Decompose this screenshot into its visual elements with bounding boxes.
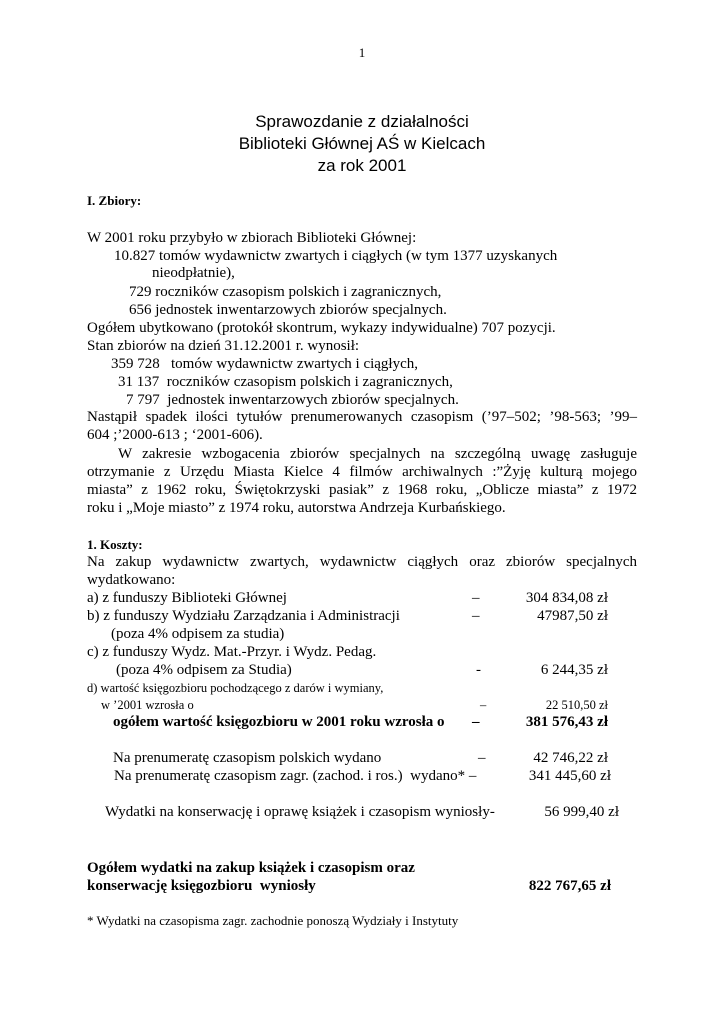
cost-b-label: b) z funduszy Wydziału Zarządzania i Administracji	[87, 608, 400, 624]
document-title-line-1: Sprawozdanie z działalności	[255, 112, 469, 131]
cost-d-label-line-2: w ’2001 wzrosła o	[101, 698, 194, 712]
collections-line: 729 roczników czasopism polskich i zagranicznych,	[129, 284, 442, 300]
collections-line: Stan zbiorów na dzień 31.12.2001 r. wynosił:	[87, 338, 360, 354]
cost-c-amount: 6 244,35 zł	[540, 662, 608, 678]
collections-line: 656 jednostek inwentarzowych zbiorów specjalnych.	[129, 302, 447, 318]
foreign-subscriptions-label: Na prenumeratę czasopism zagr. (zachod. i ros.) wydano* –	[114, 768, 477, 784]
subscription-decline-line-1: Nastąpił spadek ilości tytułów prenumerowanych czasopism (’97–502; ’98-563; ’99–	[87, 409, 637, 425]
grand-total-amount: 822 767,65 zł	[528, 878, 611, 894]
cost-c-dash: -	[476, 662, 481, 678]
collections-line: 359 728 tomów wydawnictw zwartych i ciągłych,	[111, 356, 419, 372]
collection-value-total-dash: –	[472, 714, 480, 730]
collection-value-total-label: ogółem wartość księgozbioru w 2001 roku wzrosła o	[113, 714, 445, 730]
collections-line: W 2001 roku przybyło w zbiorach Biblioteki Głównej:	[87, 230, 417, 246]
cost-a-label: a) z funduszy Biblioteki Głównej	[87, 590, 287, 606]
polish-subscriptions-label: Na prenumeratę czasopism polskich wydano	[113, 750, 382, 766]
cost-c-note: (poza 4% odpisem za Studia)	[116, 662, 292, 678]
cost-b-amount: 47987,50 zł	[537, 608, 608, 624]
cost-a-amount: 304 834,08 zł	[525, 590, 608, 606]
section-heading-costs: 1. Koszty:	[87, 537, 143, 552]
conservation-label: Wydatki na konserwację i oprawę książek i czasopism wyniosły-	[105, 804, 495, 820]
cost-b-note: (poza 4% odpisem za studia)	[111, 626, 285, 642]
collection-value-total-amount: 381 576,43 zł	[525, 714, 608, 730]
costs-intro-line-2: wydatkowano:	[87, 572, 176, 588]
subscription-decline-line-2: 604 ;’2000-613 ; ‘2001-606).	[87, 427, 263, 443]
collections-line: Ogółem ubytkowano (protokół skontrum, wykazy indywidualne) 707 pozycji.	[87, 320, 556, 336]
polish-subscriptions-amount: 42 746,22 zł	[533, 750, 608, 766]
foreign-subscriptions-amount: 341 445,60 zł	[528, 768, 611, 784]
special-collections-line-2: otrzymanie z Urzędu Miasta Kielce 4 filmów archiwalnych :”Żyję kulturą mojego	[87, 464, 637, 480]
special-collections-line-1: W zakresie wzbogacenia zbiorów specjalnych na szczególną uwagę zasługuje	[118, 446, 637, 462]
grand-total-label-line-2: konserwację księgozbioru wyniosły	[87, 878, 316, 894]
special-collections-line-3: miasta” z 1962 roku, Świętokrzyski pasiak” z 1968 roku, „Oblicze miasta” z 1972	[87, 482, 637, 498]
costs-intro-line-1: Na zakup wydawnictw zwartych, wydawnictw ciągłych oraz zbiorów specjalnych	[87, 554, 637, 570]
collections-line: nieodpłatnie),	[152, 265, 235, 281]
footnote: * Wydatki na czasopisma zagr. zachodnie ponoszą Wydziały i Instytuty	[87, 913, 459, 928]
cost-c-label: c) z funduszy Wydz. Mat.-Przyr. i Wydz. Pedag.	[87, 644, 377, 660]
cost-d-label-line-1: d) wartość księgozbioru pochodzącego z darów i wymiany,	[87, 681, 384, 695]
cost-a-dash: –	[472, 590, 480, 606]
polish-subscriptions-dash: –	[478, 750, 486, 766]
collections-line: 31 137 roczników czasopism polskich i zagranicznych,	[118, 374, 453, 390]
cost-d-dash: –	[480, 698, 487, 712]
cost-d-amount: 22 510,50 zł	[545, 698, 608, 712]
collections-line: 10.827 tomów wydawnictw zwartych i ciągłych (w tym 1377 uzyskanych	[114, 248, 558, 264]
document-title-line-2: Biblioteki Głównej AŚ w Kielcach	[238, 134, 486, 153]
section-heading-collections: I. Zbiory:	[87, 193, 142, 208]
document-title-line-3: za rok 2001	[317, 156, 407, 175]
special-collections-line-4: roku i „Moje miasto” z 1974 roku, autorstwa Andrzeja Kurbańskiego.	[87, 500, 506, 516]
grand-total-label-line-1: Ogółem wydatki na zakup książek i czasopism oraz	[87, 860, 415, 876]
conservation-amount: 56 999,40 zł	[544, 804, 619, 820]
cost-b-dash: –	[472, 608, 480, 624]
page-number: 1	[358, 45, 366, 60]
collections-line: 7 797 jednostek inwentarzowych zbiorów specjalnych.	[126, 392, 459, 408]
